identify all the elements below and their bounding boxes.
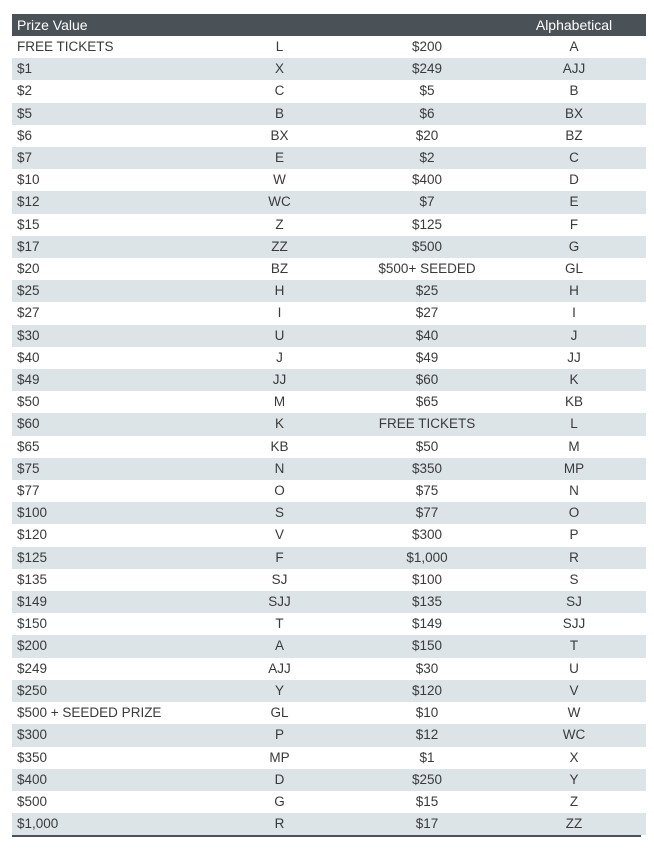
prize-value-cell: $77 — [17, 483, 40, 499]
table-row — [12, 147, 646, 169]
prize-value-cell: $135 — [17, 571, 48, 587]
value-cell: $250 — [411, 771, 443, 787]
prize-value-cell: $125 — [17, 549, 48, 565]
code-cell: K — [274, 416, 284, 432]
alphabetical-cell: GL — [564, 261, 583, 277]
table-row — [12, 791, 646, 813]
table-row — [12, 702, 646, 724]
code-cell: Y — [274, 682, 284, 698]
table-row — [12, 103, 646, 125]
table-row — [12, 347, 646, 369]
prize-value-cell: $1 — [17, 61, 33, 77]
code-cell: I — [277, 305, 282, 321]
code-cell: BZ — [270, 261, 289, 277]
alphabetical-cell: BX — [564, 105, 583, 121]
table-row — [12, 125, 646, 147]
alphabetical-cell: E — [569, 194, 579, 210]
prize-value-cell: $500 — [17, 793, 48, 809]
code-cell: P — [274, 727, 284, 743]
code-cell: L — [275, 39, 284, 54]
table-row — [12, 502, 646, 524]
value-cell: $27 — [415, 305, 439, 321]
table-row — [12, 547, 646, 569]
code-cell: X — [274, 61, 284, 77]
value-cell: FREE TICKETS — [378, 416, 476, 432]
value-cell: $149 — [411, 616, 443, 632]
prize-value-cell: $2 — [17, 83, 33, 99]
table-body — [12, 36, 646, 835]
value-cell: $7 — [419, 194, 435, 210]
code-cell: MP — [269, 749, 290, 765]
alphabetical-cell: J — [570, 327, 578, 343]
table-row — [12, 458, 646, 480]
alphabetical-cell: V — [569, 682, 579, 698]
alphabetical-cell: SJ — [566, 594, 582, 610]
table-row — [12, 325, 646, 347]
alphabetical-cell: ZZ — [565, 816, 583, 832]
table-row — [12, 191, 646, 213]
code-cell: ZZ — [271, 238, 288, 254]
value-cell: $500 — [411, 238, 443, 254]
value-cell: $77 — [415, 505, 439, 521]
code-cell: H — [274, 283, 285, 299]
code-cell: AJJ — [268, 660, 291, 676]
value-cell: $2 — [419, 150, 435, 166]
alphabetical-cell: L — [570, 416, 578, 432]
code-cell: GL — [270, 705, 289, 721]
alphabetical-cell: N — [569, 483, 579, 499]
alphabetical-cell: C — [569, 150, 579, 166]
table-row — [12, 436, 646, 458]
table-row — [12, 214, 646, 236]
value-cell: $6 — [419, 105, 435, 121]
value-cell: $300 — [411, 527, 443, 543]
prize-value-cell: $1,000 — [17, 816, 59, 832]
header-value — [352, 14, 502, 36]
value-cell: $200 — [411, 39, 443, 54]
code-cell: JJ — [272, 372, 287, 388]
table-row — [12, 613, 646, 635]
code-cell: BX — [270, 127, 289, 143]
value-cell: $49 — [415, 349, 439, 365]
code-cell: KB — [270, 438, 289, 454]
alphabetical-cell: O — [568, 505, 580, 521]
value-cell: $1,000 — [406, 549, 448, 565]
value-cell: $249 — [411, 61, 443, 77]
table-row — [12, 524, 646, 546]
code-cell: R — [274, 816, 285, 832]
alphabetical-cell: Z — [569, 793, 579, 809]
code-cell: N — [274, 460, 285, 476]
prize-value-cell: $15 — [17, 216, 40, 232]
prize-table-container — [12, 14, 641, 837]
code-cell: C — [274, 83, 285, 99]
prize-value-cell: $120 — [17, 527, 48, 543]
code-cell: G — [274, 793, 285, 809]
prize-value-cell: $50 — [17, 394, 40, 410]
value-cell: $50 — [415, 438, 439, 454]
prize-value-cell: $350 — [17, 749, 48, 765]
table-row — [12, 413, 646, 435]
table-row — [12, 302, 646, 324]
alphabetical-cell: Y — [569, 771, 579, 787]
prize-value-cell: $20 — [17, 261, 40, 277]
code-cell: M — [273, 394, 286, 410]
table-row — [12, 236, 646, 258]
prize-value-cell: $6 — [17, 127, 33, 143]
code-cell: F — [275, 549, 284, 565]
alphabetical-cell: A — [569, 39, 579, 54]
code-cell: W — [273, 172, 286, 188]
alphabetical-cell: KB — [564, 394, 583, 410]
value-cell: $100 — [411, 571, 443, 587]
prize-value-cell: $30 — [17, 327, 40, 343]
table-row — [12, 769, 646, 791]
table-row — [12, 569, 646, 591]
code-cell: SJ — [271, 571, 288, 587]
value-cell: $20 — [415, 127, 439, 143]
alphabetical-cell: WC — [562, 727, 586, 743]
table-row — [12, 747, 646, 769]
code-cell: E — [274, 150, 284, 166]
prize-value-cell: $400 — [17, 771, 48, 787]
alphabetical-cell: MP — [563, 460, 585, 476]
table-row — [12, 391, 646, 413]
prize-table — [12, 14, 646, 835]
prize-value-cell: $149 — [17, 594, 48, 610]
prize-value-cell: $200 — [17, 638, 48, 654]
code-cell: D — [274, 771, 285, 787]
prize-value-cell: $249 — [17, 660, 48, 676]
alphabetical-cell: I — [572, 305, 576, 321]
table-row — [12, 169, 646, 191]
alphabetical-cell: K — [569, 372, 579, 388]
table-row — [12, 369, 646, 391]
value-cell: $75 — [415, 483, 439, 499]
prize-value-cell: $300 — [17, 727, 48, 743]
value-cell: $125 — [411, 216, 443, 232]
code-cell: U — [274, 327, 285, 343]
code-cell: B — [274, 105, 284, 121]
alphabetical-cell: M — [568, 438, 580, 454]
header-alphabetical: Alphabetical — [535, 17, 613, 33]
prize-value-cell: $60 — [17, 416, 40, 432]
alphabetical-cell: T — [569, 638, 579, 654]
table-row — [12, 635, 646, 657]
table-row — [12, 480, 646, 502]
code-cell: O — [274, 483, 285, 499]
alphabetical-cell: G — [568, 238, 580, 254]
value-cell: $65 — [415, 394, 439, 410]
value-cell: $40 — [415, 327, 439, 343]
code-cell: A — [274, 638, 284, 654]
value-cell: $15 — [415, 793, 439, 809]
value-cell: $17 — [415, 816, 439, 832]
prize-value-cell: $75 — [17, 460, 40, 476]
alphabetical-cell: H — [569, 283, 579, 299]
value-cell: $135 — [411, 594, 443, 610]
table-row — [12, 813, 646, 835]
code-cell: SJJ — [268, 594, 291, 610]
alphabetical-cell: B — [569, 83, 579, 99]
value-cell: $120 — [411, 682, 443, 698]
code-cell: V — [274, 527, 284, 543]
value-cell: $500+ SEEDED — [378, 261, 476, 277]
value-cell: $10 — [415, 705, 439, 721]
prize-value-cell: $49 — [17, 372, 40, 388]
table-row — [12, 36, 646, 58]
prize-value-cell: $10 — [17, 172, 40, 188]
value-cell: $5 — [419, 83, 435, 99]
alphabetical-cell: BZ — [565, 127, 583, 143]
alphabetical-cell: D — [569, 172, 579, 188]
prize-value-cell: $25 — [17, 283, 40, 299]
table-row — [12, 591, 646, 613]
table-header-row — [12, 14, 646, 36]
table-row — [12, 680, 646, 702]
table-row — [12, 280, 646, 302]
code-cell: Z — [275, 216, 284, 232]
prize-value-cell: FREE TICKETS — [17, 39, 114, 54]
alphabetical-cell: P — [569, 527, 579, 543]
alphabetical-cell: F — [569, 216, 579, 232]
prize-value-cell: $40 — [17, 349, 40, 365]
prize-value-cell: $12 — [17, 194, 40, 210]
prize-value-cell: $250 — [17, 682, 48, 698]
prize-value-cell: $65 — [17, 438, 40, 454]
alphabetical-cell: S — [569, 571, 579, 587]
code-cell: WC — [268, 194, 291, 210]
prize-value-cell: $500 + SEEDED PRIZE — [17, 705, 162, 721]
header-code — [207, 14, 352, 36]
prize-value-cell: $7 — [17, 150, 33, 166]
prize-value-cell: $100 — [17, 505, 48, 521]
value-cell: $12 — [415, 727, 439, 743]
table-row — [12, 658, 646, 680]
prize-value-cell: $5 — [17, 105, 33, 121]
code-cell: T — [275, 616, 284, 632]
value-cell: $400 — [411, 172, 443, 188]
prize-value-cell: $17 — [17, 238, 40, 254]
value-cell: $1 — [419, 749, 435, 765]
table-row — [12, 724, 646, 746]
value-cell: $350 — [411, 460, 443, 476]
header-prize-value: Prize Value — [17, 17, 88, 33]
code-cell: J — [276, 349, 283, 365]
prize-value-cell: $27 — [17, 305, 40, 321]
value-cell: $150 — [411, 638, 443, 654]
prize-value-cell: $150 — [17, 616, 48, 632]
table-row — [12, 80, 646, 102]
alphabetical-cell: R — [569, 549, 579, 565]
value-cell: $25 — [415, 283, 439, 299]
alphabetical-cell: U — [569, 660, 579, 676]
alphabetical-cell: X — [569, 749, 579, 765]
table-row — [12, 258, 646, 280]
alphabetical-cell: AJJ — [562, 61, 586, 77]
value-cell: $60 — [415, 372, 439, 388]
table-row — [12, 58, 646, 80]
alphabetical-cell: JJ — [567, 349, 581, 365]
alphabetical-cell: W — [567, 705, 581, 721]
value-cell: $30 — [415, 660, 439, 676]
alphabetical-cell: SJJ — [562, 616, 586, 632]
code-cell: S — [274, 505, 284, 521]
